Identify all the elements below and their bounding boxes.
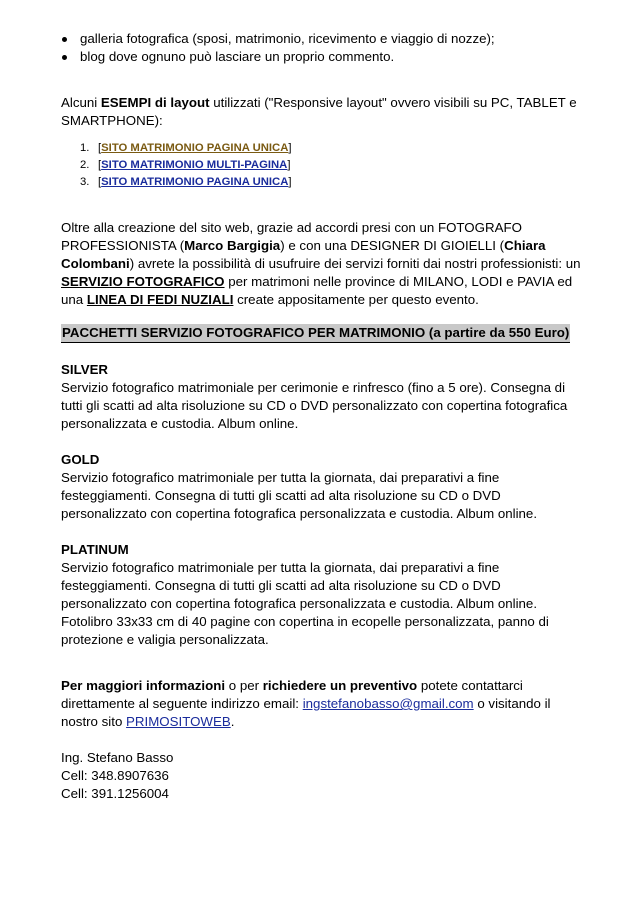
signature-name: Ing. Stefano Basso: [61, 750, 174, 765]
list-item: 1. [SITO MATRIMONIO PAGINA UNICA]: [80, 142, 292, 154]
contact-paragraph: Per maggiori informazioni o per richiedere un preventivo potete contattarci direttamente al seguente indirizzo email: ingstefanobasso@gmail.com o visitando il nostro sito PRIMOSITOWEB.: [61, 678, 551, 729]
package-description: Servizio fotografico matrimoniale per tutta la giornata, dai preparativi a fine festeggiamenti. Consegna di tutti gli scatti ad alta risoluzione su CD o DVD personalizzato con copertina fotografica personalizzata e custodia. Album online.: [61, 470, 538, 521]
example-link-2[interactable]: SITO MATRIMONIO MULTI-PAGINA: [101, 159, 288, 171]
package-description: Servizio fotografico matrimoniale per tutta la giornata, dai preparativi a fine festeggiamenti. Consegna di tutti gli scatti ad alta risoluzione su CD o DVD personalizzato con copertina fotografica personalizzata e custodia. Album online. Fotolibro 33x33 cm di 40 pagine con copertina in ecopelle personalizzata, panno di protezione e valigia personalizzata.: [61, 560, 549, 647]
email-link[interactable]: ingstefanobasso@gmail.com: [302, 696, 474, 711]
examples-list: [61, 140, 581, 191]
package-description: Servizio fotografico matrimoniale per cerimonie e rinfresco (fino a 5 ore). Consegna di tutti gli scatti ad alta risoluzione su CD o DVD personalizzato con copertina fotografica personalizzata e custodia. Album online.: [61, 380, 568, 431]
example-link-1[interactable]: SITO MATRIMONIO PAGINA UNICA: [101, 142, 289, 154]
bullet-icon: [62, 55, 67, 60]
signature: [61, 749, 581, 803]
package-silver: [61, 361, 581, 433]
document-page: [61, 30, 581, 803]
list-item: 2. [SITO MATRIMONIO MULTI-PAGINA]: [80, 159, 291, 171]
package-title: PLATINUM: [61, 542, 129, 557]
package-title: SILVER: [61, 362, 109, 377]
signature-phone-2: Cell: 391.1256004: [61, 786, 169, 801]
examples-intro: Alcuni ESEMPI di layout utilizzati ("Responsive layout" ovvero visibili su PC, TABLET e SMARTPHONE):: [61, 95, 577, 128]
example-link-3[interactable]: SITO MATRIMONIO PAGINA UNICA: [101, 176, 289, 188]
package-gold: [61, 451, 581, 523]
signature-phone-1: Cell: 348.8907636: [61, 768, 169, 783]
bullet-icon: [62, 37, 67, 42]
list-item: galleria fotografica (sposi, matrimonio, ricevimento e viaggio di nozze);: [61, 30, 581, 48]
packages-heading: PACCHETTI SERVIZIO FOTOGRAFICO PER MATRIMONIO (a partire da 550 Euro): [61, 324, 581, 343]
package-platinum: [61, 541, 581, 649]
website-link[interactable]: PRIMOSITOWEB: [126, 714, 231, 729]
partners-paragraph: Oltre alla creazione del sito web, grazie ad accordi presi con un FOTOGRAFO PROFESSIONISTA (Marco Bargigia) e con una DESIGNER DI GIOIELLI (Chiara Colombani) avrete la possibilità di usufruire dei servizi forniti dai nostri professionisti: un SERVIZIO FOTOGRAFICO per matrimoni nelle province di MILANO, LODI e PAVIA ed una LINEA DI FEDI NUZIALI create appositamente per questo evento.: [61, 220, 581, 307]
list-item: blog dove ognuno può lasciare un proprio commento.: [61, 48, 581, 66]
list-item: 3. [SITO MATRIMONIO PAGINA UNICA]: [80, 176, 292, 188]
feature-list: [61, 30, 581, 66]
package-title: GOLD: [61, 452, 100, 467]
